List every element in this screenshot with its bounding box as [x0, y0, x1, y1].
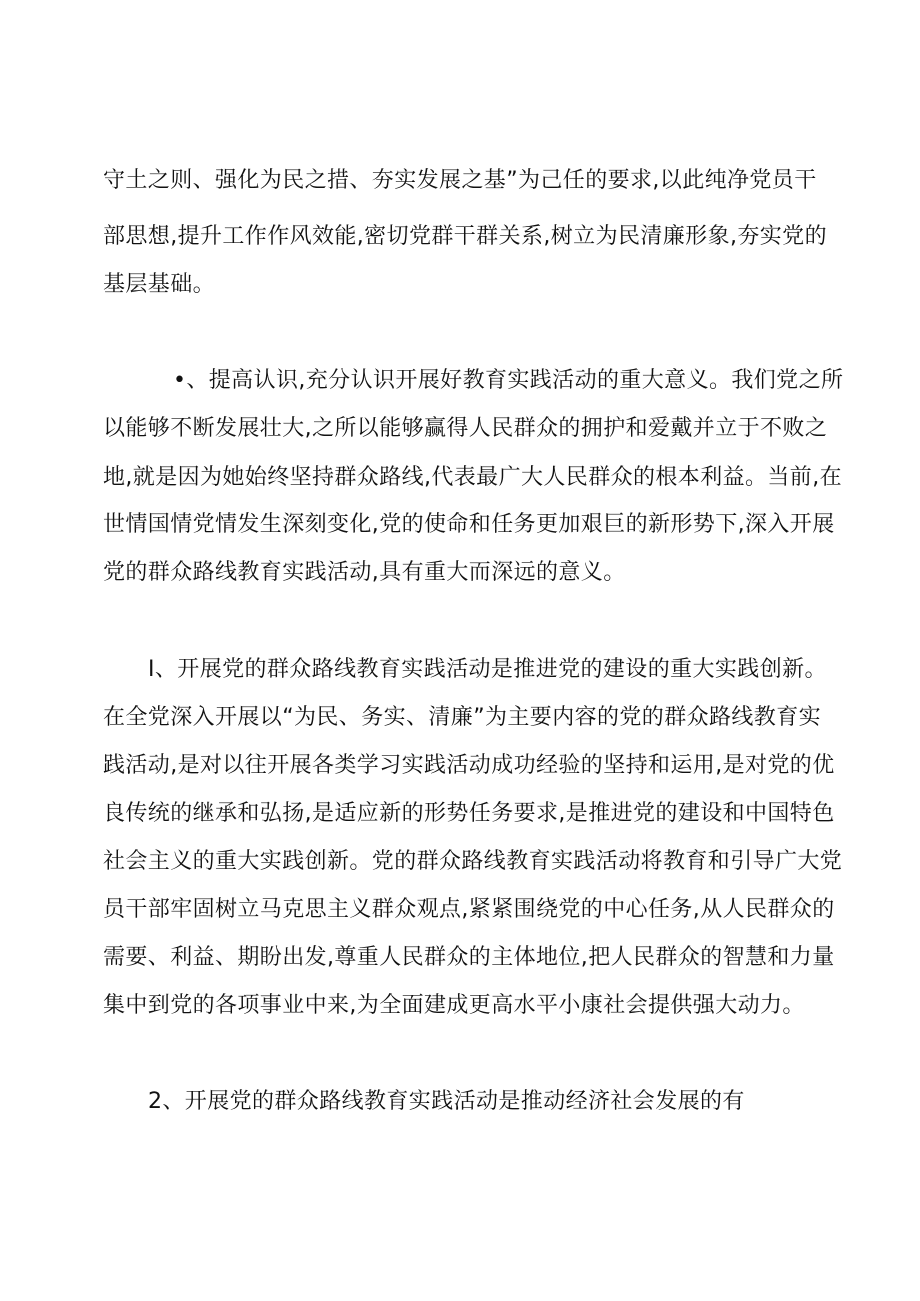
text-line: 党的群众路线教育实践活动,具有重大而深远的意义。	[103, 560, 626, 585]
text-line: 部思想,提升工作作风效能,密切党群干群关系,树立为民清廉形象,夯实党的	[103, 224, 827, 249]
text-line: 践活动,是对以往开展各类学习实践活动成功经验的坚持和运用,是对党的优	[103, 753, 835, 778]
text-line: 良传统的继承和弘扬,是适应新的形势任务要求,是推进党的建设和中国特色	[103, 801, 835, 826]
text-line: 在全党深入开展以“为民、务实、清廉”为主要内容的党的群众路线教育实	[103, 705, 821, 730]
text-line: 以能够不断发展壮大,之所以能够赢得人民群众的拥护和爱戴并立于不败之	[103, 416, 828, 441]
text-line: •、提高认识,充分认识开展好教育实践活动的重大意义。我们党之所	[173, 368, 844, 393]
text-line: 集中到党的各项事业中来,为全面建成更高水平小康社会提供强大动力。	[103, 993, 805, 1018]
text-line: 基层基础。	[103, 272, 216, 297]
text-line: 世情国情党情发生深刻变化,党的使命和任务更加艰巨的新形势下,深入开展	[103, 512, 835, 537]
text-line: 地,就是因为她始终坚持群众路线,代表最广大人民群众的根本利益。当前,在	[103, 465, 842, 490]
text-line: I、开展党的群众路线教育实践活动是推进党的建设的重大实践创新。	[148, 657, 827, 682]
text-line: 守土之则、强化为民之措、夯实发展之基”为己任的要求,以此纯净党员干	[103, 168, 817, 193]
text-line: 社会主义的重大实践创新。党的群众路线教育实践活动将教育和引导广大党	[103, 849, 843, 874]
text-line: 需要、利益、期盼出发,尊重人民群众的主体地位,把人民群众的智慧和力量	[103, 945, 835, 970]
text-line: 2、开展党的群众路线教育实践活动是推动经济社会发展的有	[148, 1089, 745, 1114]
text-line: 员干部牢固树立马克思主义群众观点,紧紧围绕党的中心任务,从人民群众的	[103, 897, 835, 922]
